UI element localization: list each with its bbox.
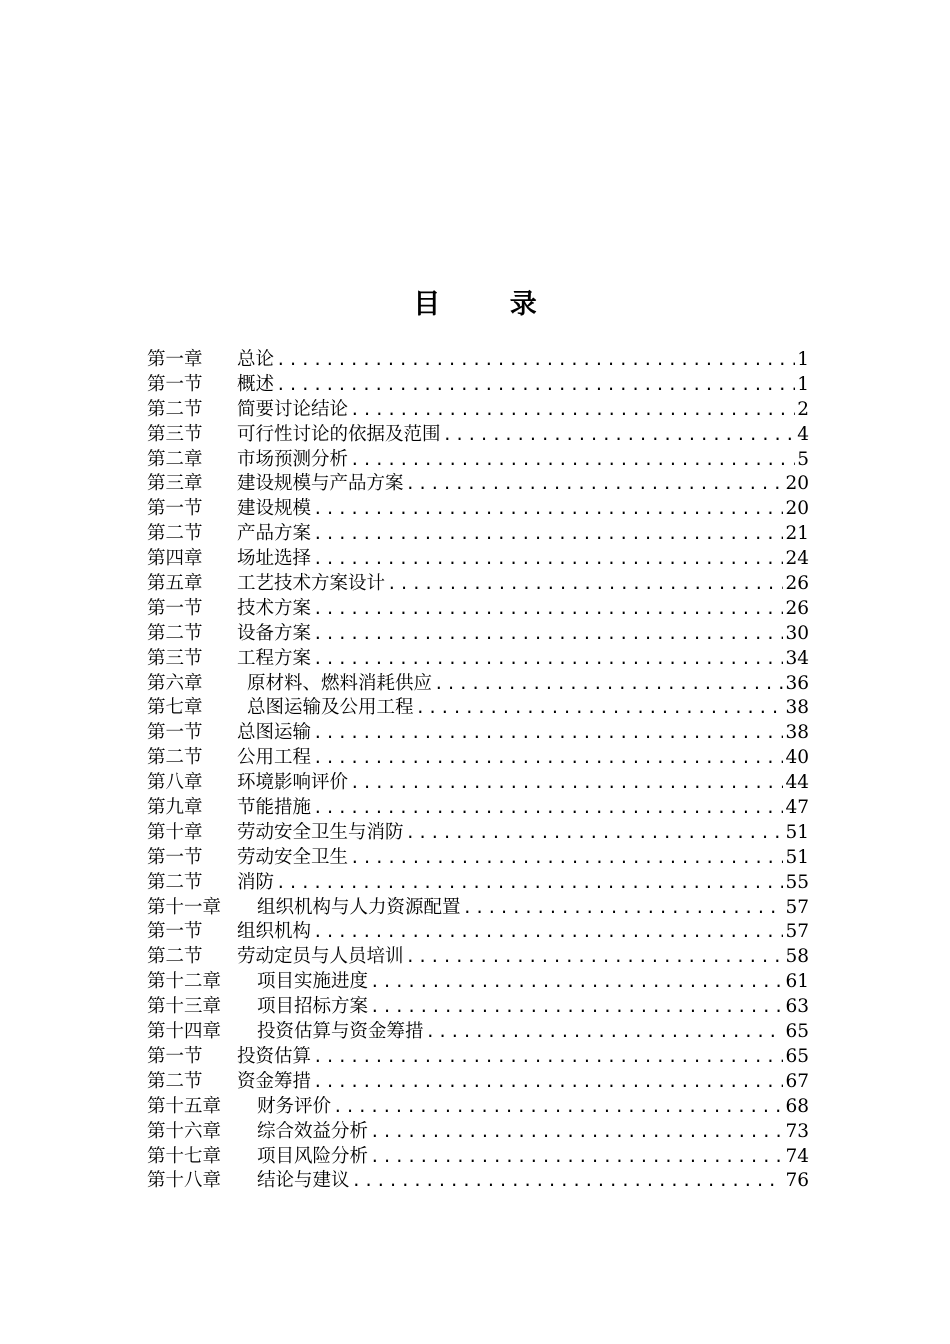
toc-entry-title: 公用工程 [237,747,312,769]
toc-entry-title: 劳动定员与人员培训 [237,946,404,968]
toc-entry-page: 65 [785,1045,809,1067]
toc-dot-leader [313,597,783,622]
toc-entry[interactable] [147,746,809,771]
toc-entry-title: 工艺技术方案设计 [237,573,386,595]
toc-entry[interactable] [147,846,809,871]
toc-entry-number: 第十八章 [147,1170,222,1192]
toc-dot-leader [370,1145,783,1170]
toc-entry-number: 第三节 [147,647,203,669]
toc-dot-leader [350,771,783,796]
toc-dot-leader [416,696,784,721]
toc-entry-page: 65 [785,1021,809,1043]
toc-entry-number: 第三章 [147,473,203,495]
toc-dot-leader [313,746,783,771]
toc-entry-title: 概述 [237,373,275,395]
toc-entry-page: 36 [785,672,809,694]
page-title: 目 录 [413,289,567,320]
toc-dot-leader [276,373,795,398]
toc-entry[interactable] [147,1095,809,1120]
toc-entry-page: 51 [785,846,809,868]
toc-entry[interactable] [147,373,809,398]
toc-entry[interactable] [147,1045,809,1070]
toc-entry-number: 第二章 [147,448,203,470]
toc-entry-page: 74 [785,1145,809,1167]
toc-entry-page: 20 [785,498,809,520]
toc-entry-number: 第一节 [147,1045,203,1067]
toc-entry-number: 第一章 [147,349,203,370]
toc-dot-leader [426,1020,784,1045]
toc-entry-number: 第六章 [147,672,203,694]
toc-dot-leader [406,945,784,970]
toc-entry-page: 57 [785,921,809,943]
toc-entry-number: 第七章 [147,697,203,719]
toc-entry[interactable] [147,1070,809,1095]
toc-entry-title: 项目风险分析 [257,1145,369,1167]
toc-entry-title: 项目实施进度 [257,971,369,993]
toc-dot-leader [370,995,783,1020]
toc-entry-page: 57 [785,896,809,918]
toc-dot-leader [313,497,783,522]
toc-entry-page: 30 [785,622,809,644]
toc-entry[interactable] [147,348,809,373]
toc-entry-title: 消防 [237,871,275,893]
toc-entry-title: 综合效益分析 [257,1120,369,1142]
toc-entry-number: 第十二章 [147,971,222,993]
toc-entry-page: 55 [785,871,809,893]
toc-entry[interactable] [147,920,809,945]
toc-dot-leader [370,970,783,995]
toc-dot-leader [406,472,784,497]
toc-entry-number: 第三节 [147,423,203,445]
toc-entry[interactable] [147,672,809,697]
toc-entry-page: 67 [785,1070,809,1092]
toc-entry[interactable] [147,821,809,846]
toc-entry-title: 设备方案 [237,622,312,644]
toc-dot-leader [387,572,783,597]
toc-entry-title: 资金筹措 [237,1070,312,1092]
toc-entry[interactable] [147,522,809,547]
toc-entry-title: 劳动安全卫生 [237,846,349,868]
toc-entry-page: 21 [785,523,809,545]
toc-entry-title: 可行性讨论的依据及范围 [237,423,441,445]
toc-entry-page: 20 [785,473,809,495]
toc-entry[interactable] [147,497,809,522]
toc-dot-leader [350,398,795,423]
toc-dot-leader [276,871,783,896]
toc-dot-leader [313,721,783,746]
toc-entry-title: 环境影响评价 [237,772,349,794]
toc-entry[interactable] [147,945,809,970]
toc-entry-title: 总图运输 [237,722,312,744]
table-of-contents [147,348,809,1194]
toc-entry-title: 简要讨论结论 [237,398,349,420]
toc-dot-leader [434,672,783,697]
toc-entry-page: 26 [785,573,809,595]
toc-entry[interactable] [147,472,809,497]
toc-entry-number: 第四章 [147,548,203,570]
toc-dot-leader [313,920,783,945]
toc-entry[interactable] [147,1169,809,1194]
toc-entry[interactable] [147,1120,809,1145]
toc-entry-number: 第一节 [147,498,203,520]
toc-dot-leader [313,622,783,647]
toc-entry[interactable] [147,448,809,473]
toc-entry[interactable] [147,597,809,622]
toc-dot-leader [313,522,783,547]
toc-entry-title: 结论与建议 [257,1170,350,1192]
toc-entry-title: 项目招标方案 [257,996,369,1018]
toc-entry[interactable] [147,721,809,746]
toc-entry-page: 47 [785,797,809,819]
toc-entry[interactable] [147,398,809,423]
toc-dot-leader [313,1070,783,1095]
toc-entry-page: 44 [785,772,809,794]
toc-entry-number: 第一节 [147,846,203,868]
toc-dot-leader [313,647,783,672]
toc-entry-number: 第一节 [147,722,203,744]
toc-dot-leader [350,846,783,871]
toc-entry-title: 场址选择 [237,548,312,570]
toc-entry-page: 4 [797,423,809,445]
toc-entry[interactable] [147,696,809,721]
toc-entry-title: 节能措施 [237,797,312,819]
toc-entry-title: 总图运输及公用工程 [247,697,414,719]
toc-dot-leader [443,423,796,448]
toc-entry-page: 24 [785,548,809,570]
toc-entry-page: 38 [785,722,809,744]
toc-entry-title: 产品方案 [237,523,312,545]
toc-entry-title: 组织机构与人力资源配置 [257,896,461,918]
toc-entry-number: 第二节 [147,1070,203,1092]
toc-entry-page: 40 [785,747,809,769]
toc-entry-number: 第二节 [147,398,203,420]
toc-entry[interactable] [147,647,809,672]
toc-entry-page: 34 [785,647,809,669]
toc-entry-page: 2 [797,398,809,420]
toc-entry-page: 68 [785,1095,809,1117]
toc-entry-number: 第十一章 [147,896,222,918]
toc-entry-title: 工程方案 [237,647,312,669]
toc-entry-number: 第二节 [147,747,203,769]
toc-dot-leader [276,348,795,373]
toc-entry[interactable] [147,1145,809,1170]
toc-entry-title: 劳动安全卫生与消防 [237,821,404,843]
toc-entry-title: 财务评价 [257,1095,332,1117]
toc-entry-page: 73 [785,1120,809,1142]
toc-entry[interactable] [147,622,809,647]
toc-entry[interactable] [147,547,809,572]
toc-entry-title: 建设规模与产品方案 [237,473,404,495]
toc-dot-leader [313,547,783,572]
toc-entry[interactable] [147,423,809,448]
toc-entry[interactable] [147,796,809,821]
toc-entry-number: 第十三章 [147,996,222,1018]
toc-entry-title: 技术方案 [237,597,312,619]
toc-entry[interactable] [147,572,809,597]
toc-dot-leader [352,1169,784,1194]
toc-entry-number: 第十四章 [147,1021,222,1043]
toc-entry[interactable] [147,871,809,896]
toc-entry-number: 第八章 [147,772,203,794]
toc-dot-leader [406,821,784,846]
toc-entry[interactable] [147,970,809,995]
toc-entry-title: 市场预测分析 [237,448,349,470]
toc-entry-page: 58 [785,946,809,968]
toc-entry-title: 建设规模 [237,498,312,520]
toc-entry-page: 1 [797,373,809,395]
toc-entry-number: 第十章 [147,821,203,843]
toc-entry-number: 第一节 [147,597,203,619]
toc-entry-page: 76 [785,1170,809,1192]
toc-entry-number: 第一节 [147,373,203,395]
toc-entry-page: 26 [785,597,809,619]
toc-dot-leader [463,896,784,921]
toc-entry-page: 61 [785,971,809,993]
toc-entry-number: 第二节 [147,622,203,644]
toc-entry-page: 63 [785,996,809,1018]
toc-dot-leader [313,796,783,821]
toc-entry-title: 投资估算 [237,1045,312,1067]
toc-entry-title: 原材料、燃料消耗供应 [247,672,433,694]
toc-dot-leader [350,448,795,473]
toc-entry[interactable] [147,995,809,1020]
toc-entry-number: 第二节 [147,871,203,893]
toc-entry-page: 1 [797,349,809,370]
toc-entry-number: 第一节 [147,921,203,943]
toc-dot-leader [333,1095,783,1120]
toc-entry[interactable] [147,1020,809,1045]
toc-entry-page: 5 [797,448,809,470]
toc-entry[interactable] [147,771,809,796]
toc-entry-page: 51 [785,821,809,843]
toc-entry-number: 第十七章 [147,1145,222,1167]
toc-entry[interactable] [147,896,809,921]
toc-entry-number: 第十五章 [147,1095,222,1117]
toc-entry-title: 投资估算与资金筹措 [257,1021,424,1043]
toc-entry-number: 第二节 [147,946,203,968]
toc-entry-number: 第十六章 [147,1120,222,1142]
toc-entry-title: 组织机构 [237,921,312,943]
toc-entry-title: 总论 [237,349,275,370]
toc-dot-leader [313,1045,783,1070]
toc-entry-number: 第九章 [147,797,203,819]
toc-entry-number: 第二节 [147,523,203,545]
toc-entry-number: 第五章 [147,573,203,595]
toc-dot-leader [370,1120,783,1145]
toc-entry-page: 38 [785,697,809,719]
